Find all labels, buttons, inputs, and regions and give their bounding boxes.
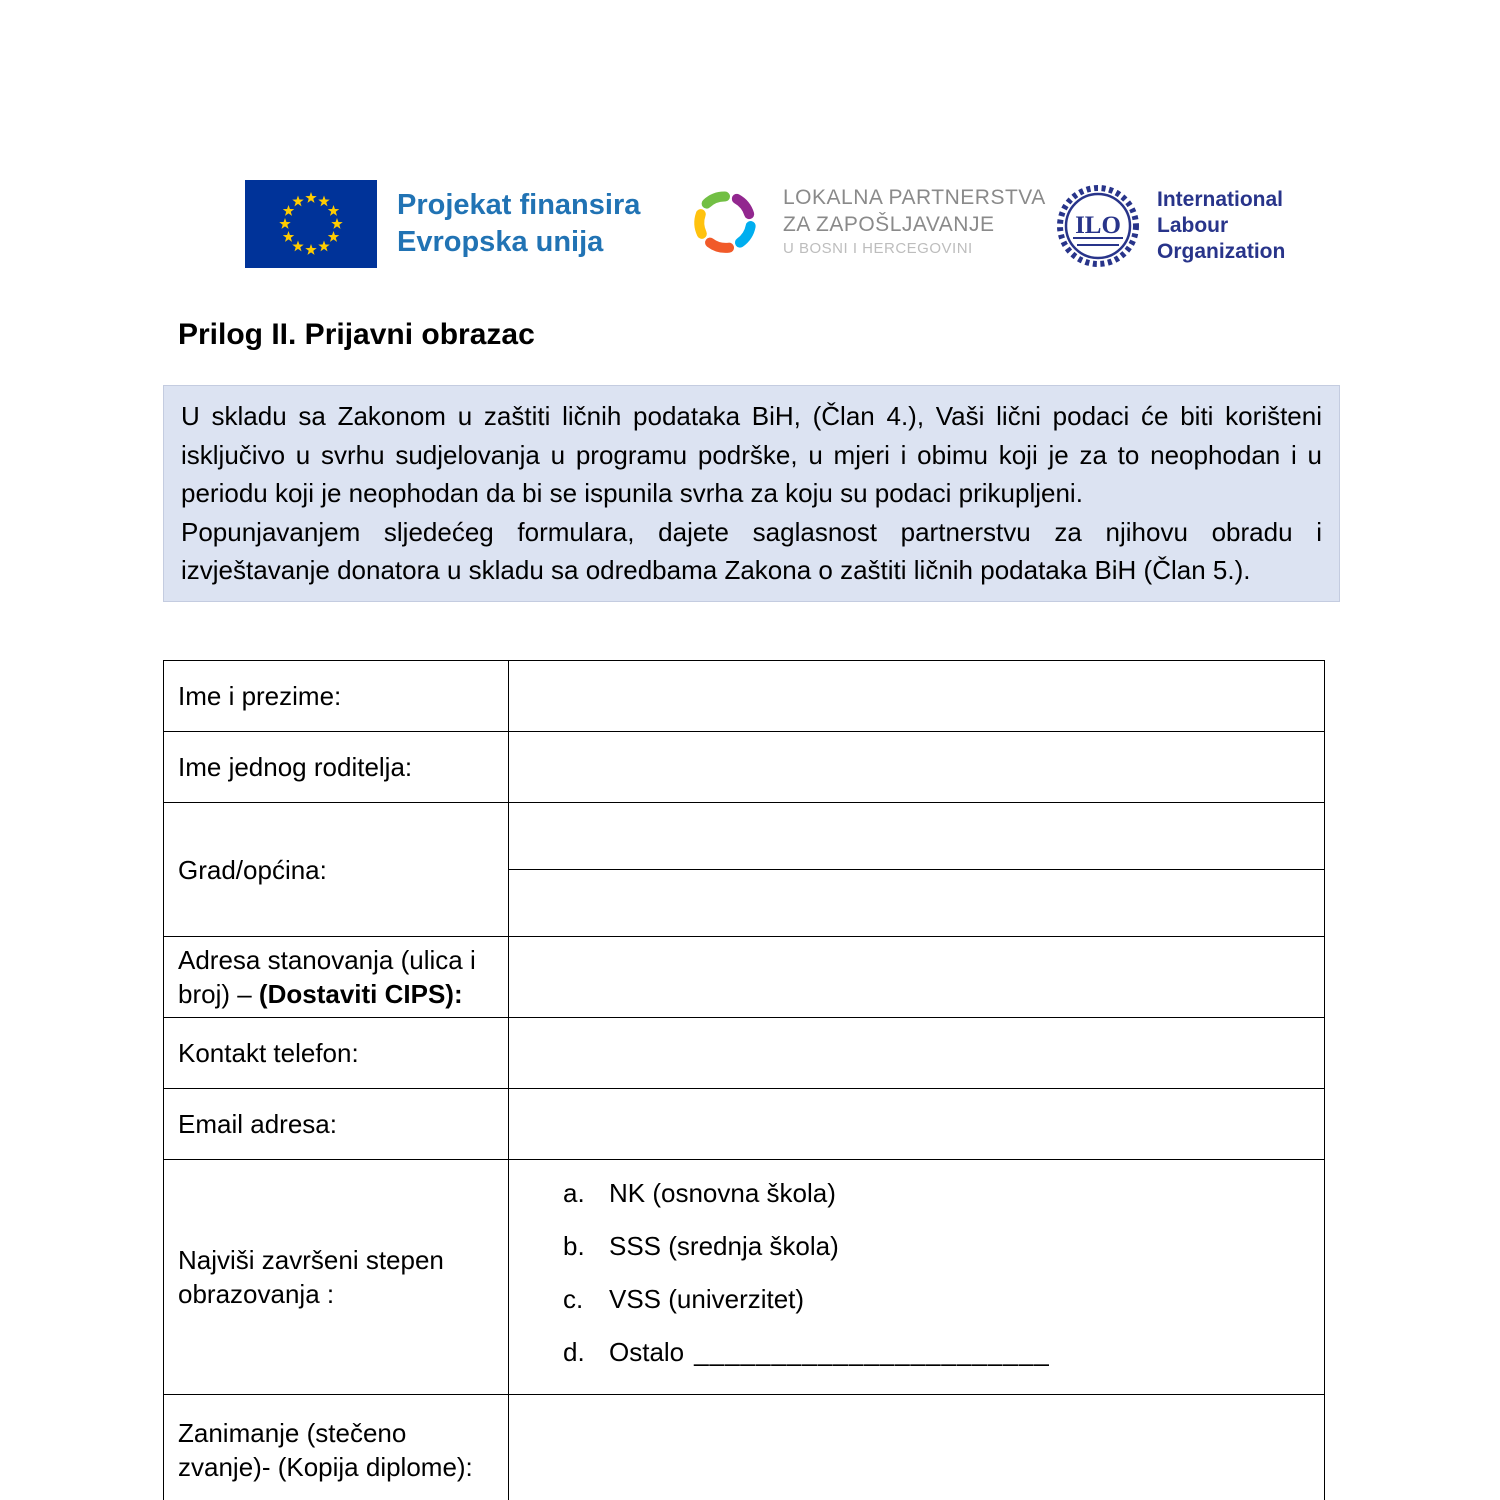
eu-logo-line2: Evropska unija [397, 226, 604, 258]
occupation-label: Zanimanje (stečeno zvanje)- (Kopija diplome): [164, 1395, 509, 1500]
eu-flag-icon [245, 180, 377, 268]
phone-label: Kontakt telefon: [164, 1018, 509, 1089]
occupation-value-cell [509, 1395, 1325, 1500]
table-row-phone [164, 1018, 1325, 1089]
privacy-notice-paragraph-2: Popunjavanjem sljedećeg formulara, dajete saglasnost partnerstvu za njihovu obradu i izvještavanje donatora u skladu sa odredbama Zakona o zaštiti ličnih podataka BiH (Član 5.). [181, 516, 1322, 585]
education-option-b-text: SSS (srednja škola) [609, 1231, 839, 1261]
city-value-cell-2 [509, 870, 1325, 937]
education-option-d-letter: d. [563, 1337, 585, 1367]
eu-logo-line1: Projekat finansira [397, 189, 641, 221]
parent-name-label: Ime jednog roditelja: [164, 732, 509, 803]
education-option-a [563, 1176, 1314, 1210]
table-row-education [164, 1160, 1325, 1395]
education-option-d-blank-line: _______________________ [694, 1337, 1050, 1367]
address-label-normal: Adresa stanovanja (ulica i broj) – [178, 945, 476, 1009]
table-row-email [164, 1089, 1325, 1160]
education-option-d-text: Ostalo [609, 1337, 685, 1367]
email-value-cell [509, 1089, 1325, 1160]
logo-header [0, 0, 1500, 300]
eu-logo-text [397, 187, 640, 261]
phone-value-cell [509, 1018, 1325, 1089]
ilo-logo-line2: Labour [1157, 214, 1229, 237]
privacy-notice-paragraph-1: U skladu sa Zakonom u zaštiti ličnih podataka BiH, (Član 4.), Vaši lični podaci će biti korišteni isključivo u svrhu sudjelovanja u programu podrške, u mjeri i obimu koji je za to neophodan i u periodu koji je neophodan da bi se ispunila svrha za koju su podaci prikupljeni. [181, 401, 1322, 508]
table-row-city [164, 803, 1325, 870]
education-option-d [563, 1335, 1314, 1369]
table-row-occupation [164, 1395, 1325, 1500]
table-row-address [164, 937, 1325, 1018]
lpz-pinwheel-icon [683, 180, 767, 264]
city-label: Grad/općina: [164, 803, 509, 937]
education-options-cell [509, 1160, 1325, 1395]
ilo-logo-line1: International [1157, 188, 1284, 211]
parent-name-value-cell [509, 732, 1325, 803]
lpz-logo-text [783, 184, 1046, 260]
education-option-c-text: VSS (univerzitet) [609, 1284, 805, 1314]
ilo-logo-line3: Organization [1157, 240, 1286, 263]
application-form-table [163, 660, 1325, 1500]
lpz-logo-block [683, 180, 1046, 264]
ilo-logo-block [1055, 183, 1285, 269]
address-label-bold: (Dostaviti CIPS): [258, 979, 463, 1009]
lpz-logo-line2: ZA ZAPOŠLJAVANJE [783, 213, 995, 236]
table-row-name [164, 661, 1325, 732]
lpz-logo-line1: LOKALNA PARTNERSTVA [783, 186, 1046, 209]
email-label: Email adresa: [164, 1089, 509, 1160]
privacy-notice-box [163, 385, 1340, 602]
city-value-cell-1 [509, 803, 1325, 870]
education-option-b [563, 1229, 1314, 1263]
education-option-a-text: NK (osnovna škola) [609, 1178, 836, 1208]
name-value-cell [509, 661, 1325, 732]
education-option-a-letter: a. [563, 1178, 585, 1208]
svg-text:ILO: ILO [1075, 212, 1121, 239]
ilo-logo-text [1157, 187, 1285, 265]
name-label: Ime i prezime: [164, 661, 509, 732]
lpz-logo-line3: U BOSNI I HERCEGOVINI [783, 240, 973, 257]
education-label: Najviši završeni stepen obrazovanja : [164, 1160, 509, 1395]
page-title: Prilog II. Prijavni obrazac [178, 318, 535, 351]
address-value-cell [509, 937, 1325, 1018]
table-row-parent-name [164, 732, 1325, 803]
address-label [164, 937, 509, 1018]
education-option-b-letter: b. [563, 1231, 585, 1261]
eu-logo-block [245, 180, 640, 268]
ilo-emblem-icon [1055, 183, 1141, 269]
education-option-c-letter: c. [563, 1284, 584, 1314]
education-option-c [563, 1282, 1314, 1316]
